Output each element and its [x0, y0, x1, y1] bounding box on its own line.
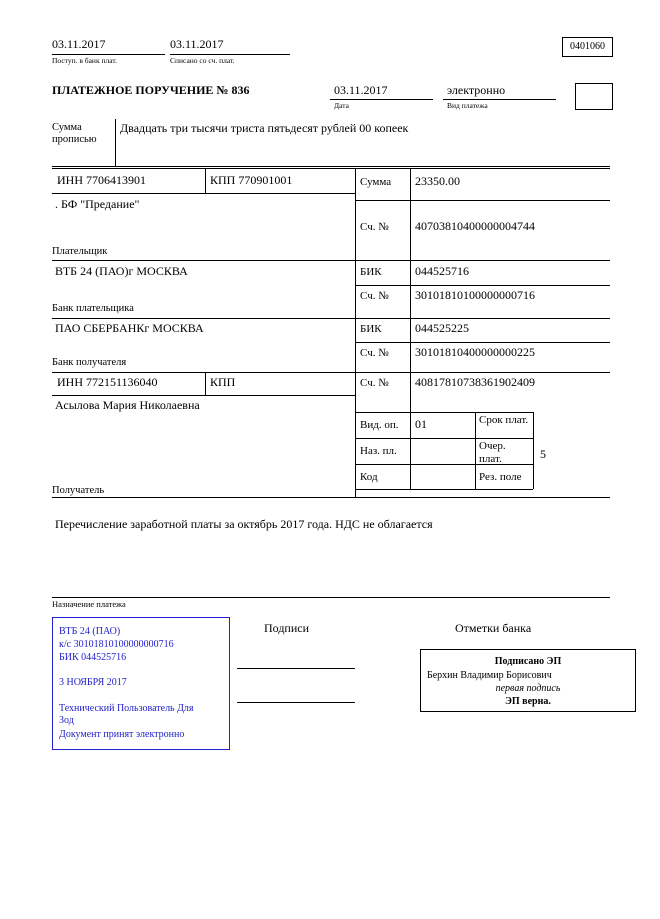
purpose-label: Назначение платежа — [52, 599, 126, 609]
receiver-bank-name: ПАО СБЕРБАНКг МОСКВА — [55, 321, 204, 335]
stamp-bik: БИК 044525716 — [59, 652, 127, 663]
amount-words-label: Сумма прописью — [52, 122, 97, 146]
mini-grid-bottom-line — [355, 489, 533, 490]
debited-date-label: Списано со сч. плат. — [170, 56, 235, 65]
receiver-inn: ИНН 772151136040 — [57, 375, 158, 389]
doc-date-label: Дата — [334, 101, 349, 110]
payer-bank-account-label: Сч. № — [360, 290, 389, 302]
sum-label: Сумма — [360, 176, 392, 188]
stamp-user: Технический Пользователь Для Зод — [59, 703, 194, 726]
pay-purpose-code-label: Наз. пл. — [360, 445, 397, 457]
payer-bank-bik-value: 044525716 — [415, 264, 469, 278]
document-title: ПЛАТЕЖНОЕ ПОРУЧЕНИЕ № 836 — [52, 83, 250, 97]
mini-grid-top-line — [355, 412, 533, 413]
payer-account-value: 40703810400000004744 — [415, 219, 535, 233]
mini-grid-divider-2 — [533, 412, 534, 489]
receiver-account-value: 40817810738361902409 — [415, 375, 535, 389]
amount-words-bottom-line — [52, 166, 610, 167]
table-value-divider — [410, 168, 411, 489]
table-bottom-line — [52, 497, 610, 498]
debited-date-underline — [170, 54, 290, 55]
received-date-underline — [52, 54, 165, 55]
inn-kpp-divider — [205, 168, 206, 193]
table-top-line — [52, 168, 610, 169]
reserve-field-label: Рез. поле — [479, 471, 522, 483]
inn-kpp-bottom-line — [52, 193, 355, 194]
receiver-account-label: Сч. № — [360, 377, 389, 389]
receiver-inn-kpp-bottom-line — [52, 395, 355, 396]
receiver-bank-account-label: Сч. № — [360, 347, 389, 359]
payer-bank-bik-bottom-line — [355, 285, 610, 286]
ep-valid-label: ЭП верна. — [505, 696, 551, 707]
form-code-box: 0401060 — [562, 37, 613, 57]
payer-bank-bottom-line — [52, 318, 610, 319]
payment-kind-value: электронно — [447, 83, 506, 97]
code-label: Код — [360, 471, 378, 483]
signatures-title: Подписи — [264, 621, 310, 635]
payment-kind-label: Вид платежа — [447, 101, 488, 110]
receiver-label: Получатель — [52, 485, 105, 496]
op-type-label: Вид. оп. — [360, 419, 399, 431]
table-main-divider — [355, 168, 356, 497]
mini-grid-divider-1 — [475, 412, 476, 489]
signer-name: Берхин Владимир Борисович — [427, 670, 552, 681]
payer-account-label: Сч. № — [360, 221, 389, 233]
doc-date-underline — [330, 99, 433, 100]
amount-words-value: Двадцать три тысячи триста пятьдесят рублей 00 копеек — [120, 121, 409, 135]
received-date-label: Поступ. в банк плат. — [52, 56, 117, 65]
payment-term-label: Срок плат. — [479, 414, 529, 426]
doc-date-value: 03.11.2017 — [334, 83, 388, 97]
debited-date: 03.11.2017 — [170, 37, 224, 51]
stamp-bank-name: ВТБ 24 (ПАО) — [59, 626, 121, 637]
receiver-kpp-label: КПП — [210, 375, 236, 389]
mini-grid-line-1 — [355, 438, 533, 439]
stamp-corr-account: к/с 30101810100000000716 — [59, 639, 174, 650]
payment-kind-underline — [443, 99, 556, 100]
receiver-name: Асылова Мария Николаевна — [55, 398, 200, 412]
signature-line-1 — [237, 668, 355, 669]
payer-kpp: КПП 770901001 — [210, 173, 293, 187]
purpose-bottom-line — [52, 597, 610, 598]
receiver-inn-kpp-divider — [205, 372, 206, 395]
received-date: 03.11.2017 — [52, 37, 106, 51]
payment-order-label: Очер. плат. — [479, 440, 506, 465]
bank-stamp — [52, 617, 230, 750]
sum-value: 23350.00 — [415, 174, 460, 188]
receiver-bank-bik-bottom-line — [355, 342, 610, 343]
signature-line-2 — [237, 702, 355, 703]
bank-marks-box — [420, 649, 636, 712]
payer-bottom-line — [52, 260, 610, 261]
sum-bottom-line — [355, 200, 610, 201]
payer-bank-label: Банк плательщика — [52, 303, 134, 314]
receiver-bank-label: Банк получателя — [52, 357, 127, 368]
purpose-text: Перечисление заработной платы за октябрь 2017 года. НДС не облагается — [55, 517, 433, 531]
payer-bank-bik-label: БИК — [360, 266, 382, 278]
receiver-bank-bottom-line — [52, 372, 610, 373]
receiver-bank-account-value: 30101810400000000225 — [415, 345, 535, 359]
payer-bank-account-value: 30101810100000000716 — [415, 288, 535, 302]
stamp-accepted: Документ принят электронно — [59, 729, 185, 740]
amount-words-divider — [115, 119, 116, 166]
payer-name: . БФ "Предание" — [55, 197, 140, 211]
bank-marks-title: Отметки банка — [455, 621, 532, 635]
stamp-date: 3 НОЯБРЯ 2017 — [59, 677, 127, 688]
payer-label: Плательщик — [52, 246, 108, 257]
payer-inn: ИНН 7706413901 — [57, 173, 146, 187]
status-box — [575, 83, 613, 110]
signed-ep-label: Подписано ЭП — [494, 656, 562, 667]
payment-order-value: 5 — [540, 447, 546, 461]
signature-kind: первая подпись — [495, 683, 561, 694]
receiver-bank-bik-value: 044525225 — [415, 321, 469, 335]
op-type-value: 01 — [415, 417, 427, 431]
payer-bank-name: ВТБ 24 (ПАО)г МОСКВА — [55, 264, 188, 278]
receiver-bank-bik-label: БИК — [360, 323, 382, 335]
